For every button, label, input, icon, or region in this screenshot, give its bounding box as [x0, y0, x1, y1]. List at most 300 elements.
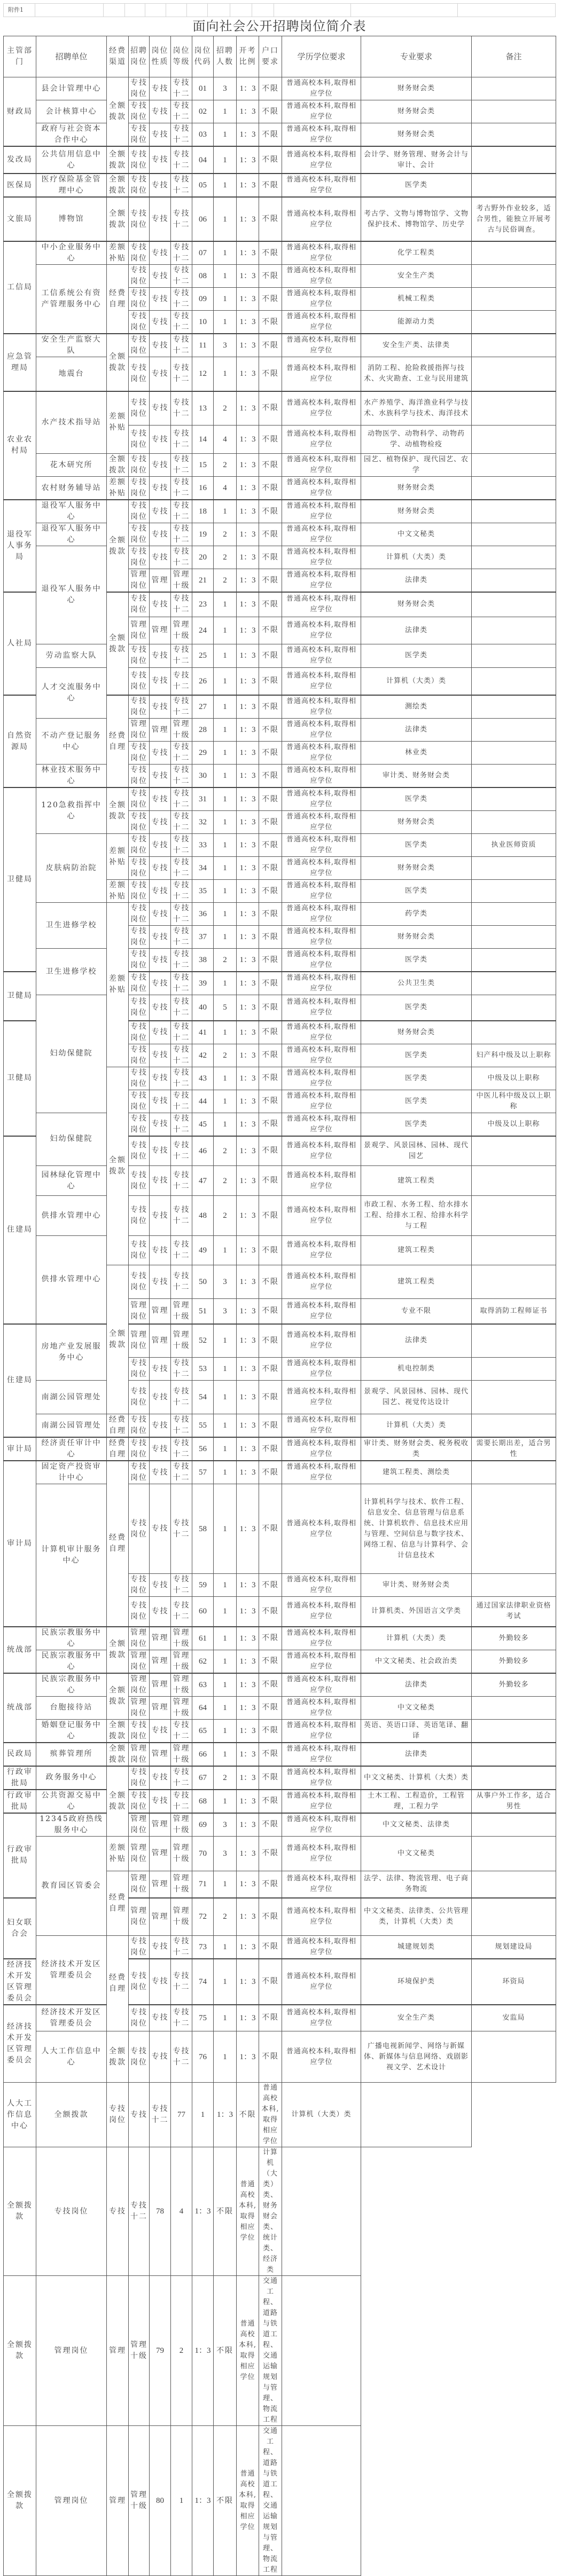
header-nature: 岗位性质 — [150, 36, 171, 77]
major-cell: 财务财会类 — [361, 1021, 472, 1044]
nature-cell: 专技 — [150, 265, 171, 288]
edu-cell: 普通高校本科,取得相应学位 — [282, 100, 361, 123]
post-cell: 专技岗位 — [129, 288, 150, 311]
count-cell: 2 — [214, 1136, 237, 1166]
funding-cell: 差额补贴 — [107, 477, 129, 500]
hukou-cell: 不限 — [259, 857, 282, 880]
major-cell: 审计类、财务财会类 — [361, 1574, 472, 1597]
code-cell: 65 — [192, 1719, 214, 1743]
ratio-cell: 1：3 — [237, 334, 259, 357]
count-cell: 1 — [214, 644, 237, 667]
hukou-cell: 不限 — [259, 1959, 282, 2005]
nature-cell: 专技 — [150, 1021, 171, 1044]
funding-cell: 全额拨款 — [107, 1743, 129, 1766]
remark-cell — [472, 477, 556, 500]
funding-cell: 经费自理 — [107, 1935, 129, 2031]
post-cell: 专技岗位 — [129, 500, 150, 523]
remark-cell — [472, 123, 556, 147]
code-cell: 63 — [192, 1673, 214, 1697]
ratio-cell: 1：3 — [237, 1719, 259, 1743]
ratio-cell: 1：3 — [237, 500, 259, 523]
grade-cell: 管理十级 — [171, 1871, 192, 1898]
post-cell: 管理岗位 — [129, 1813, 150, 1837]
major-cell: 机电控制类 — [361, 1358, 472, 1381]
code-cell: 51 — [192, 1299, 214, 1324]
hukou-cell: 不限 — [259, 241, 282, 265]
edu-cell: 普通高校本科,取得相应学位 — [282, 1627, 361, 1650]
post-cell: 专技岗位 — [129, 1136, 150, 1166]
funding-cell: 全额拨款 — [107, 1627, 129, 1673]
empty-cell — [350, 4, 457, 17]
nature-cell: 管理 — [150, 1627, 171, 1650]
grade-cell: 专技十二 — [171, 1461, 192, 1484]
unit-cell: 博物馆 — [36, 197, 107, 241]
hukou-cell: 不限 — [259, 1021, 282, 1044]
post-cell: 专技岗位 — [129, 123, 150, 147]
edu-cell: 普通高校本科,取得相应学位 — [282, 972, 361, 995]
code-cell: 02 — [192, 100, 214, 123]
dept-cell: 文旅局 — [4, 197, 36, 241]
empty-cell — [35, 4, 103, 17]
hukou-cell: 不限 — [259, 617, 282, 644]
post-cell: 专技岗位 — [129, 357, 150, 391]
grade-cell: 专技十二 — [171, 787, 192, 811]
dept-cell: 发改局 — [4, 146, 36, 174]
count-cell: 1 — [171, 2426, 192, 2576]
hukou-cell: 不限 — [214, 2426, 237, 2576]
major-cell: 计算机（大类）类 — [361, 546, 472, 569]
major-cell: 林业类 — [361, 742, 472, 765]
nature-cell: 管理 — [150, 1650, 171, 1673]
count-cell: 1 — [214, 811, 237, 834]
ratio-cell: 1：3 — [237, 1673, 259, 1697]
count-cell: 1 — [214, 1673, 237, 1697]
edu-cell: 普通高校本科,取得相应学位 — [282, 1044, 361, 1067]
post-cell: 专技岗位 — [129, 77, 150, 100]
post-cell: 专技岗位 — [129, 995, 150, 1021]
hukou-cell: 不限 — [259, 2005, 282, 2031]
table-row — [4, 146, 556, 174]
major-cell: 建筑工程类 — [361, 1166, 472, 1196]
ratio-cell: 1：3 — [237, 477, 259, 500]
major-cell: 计算机（大类）类 — [361, 1414, 472, 1438]
code-cell: 77 — [171, 2083, 192, 2147]
hukou-cell: 不限 — [259, 695, 282, 719]
grade-cell: 专技十二 — [171, 880, 192, 903]
unit-cell: 县会计管理中心 — [36, 77, 107, 100]
nature-cell: 专技 — [150, 995, 171, 1021]
nature-cell: 管理 — [150, 1743, 171, 1766]
unit-cell: 经济技术开发区管理委员会 — [36, 1935, 107, 2005]
hukou-cell: 不限 — [259, 995, 282, 1021]
edu-cell: 普通高校本科,取得相应学位 — [282, 1358, 361, 1381]
edu-cell: 普通高校本科,取得相应学位 — [282, 1766, 361, 1790]
count-cell: 2 — [214, 1044, 237, 1067]
hukou-cell: 不限 — [259, 1836, 282, 1871]
edu-cell: 普通高校本科,取得相应学位 — [282, 1324, 361, 1358]
ratio-cell: 1：3 — [192, 2276, 214, 2426]
grade-cell: 管理十级 — [171, 1673, 192, 1697]
table-row — [4, 1196, 556, 1236]
empty-cell — [103, 4, 124, 17]
post-cell: 管理岗位 — [129, 1696, 150, 1719]
ratio-cell: 1：3 — [237, 174, 259, 197]
hukou-cell: 不限 — [259, 123, 282, 147]
dept-cell: 审计局 — [4, 1461, 36, 1627]
grade-cell: 专技十二 — [171, 972, 192, 995]
ratio-cell: 1：3 — [237, 197, 259, 241]
major-cell: 财务财会类 — [361, 77, 472, 100]
remark-cell — [472, 857, 556, 880]
edu-cell: 普通高校本科,取得相应学位 — [282, 1299, 361, 1324]
major-cell: 建筑工程类、测绘类 — [361, 1461, 472, 1484]
nature-cell: 专技 — [150, 765, 171, 788]
nature-cell: 管理 — [107, 2426, 129, 2576]
table-row — [4, 1935, 556, 1959]
nature-cell: 管理 — [107, 2276, 129, 2426]
major-cell: 财务财会类 — [361, 100, 472, 123]
code-cell: 26 — [192, 667, 214, 695]
nature-cell: 专技 — [150, 1136, 171, 1166]
major-cell: 法律类 — [361, 1324, 472, 1358]
code-cell: 76 — [192, 2031, 214, 2083]
grade-cell: 专技十二 — [171, 2031, 192, 2083]
table-row — [4, 2147, 556, 2276]
post-cell: 专技岗位 — [129, 454, 150, 477]
code-cell: 42 — [192, 1044, 214, 1067]
remark-cell — [472, 1196, 556, 1236]
remark-cell — [472, 146, 556, 174]
table-row — [4, 834, 556, 857]
count-cell: 2 — [214, 569, 237, 593]
major-cell: 计算机（大类）类 — [282, 2083, 361, 2147]
hukou-cell: 不限 — [259, 1597, 282, 1627]
edu-cell: 普通高校本科,取得相应学位 — [282, 523, 361, 546]
count-cell: 2 — [214, 454, 237, 477]
post-cell: 专技岗位 — [129, 1021, 150, 1044]
edu-cell: 普通高校本科,取得相应学位 — [237, 2147, 259, 2276]
major-cell: 中文文秘类、法律类、公共管理类，计算机（大类）类 — [361, 1898, 472, 1935]
count-cell: 1 — [214, 100, 237, 123]
funding-cell: 经费自理 — [107, 695, 129, 787]
ratio-cell: 1：3 — [237, 569, 259, 593]
major-cell: 药学类 — [361, 903, 472, 926]
ratio-cell: 1：3 — [237, 834, 259, 857]
post-cell: 专技岗位 — [129, 949, 150, 972]
code-cell: 25 — [192, 644, 214, 667]
major-cell: 财务财会类 — [361, 926, 472, 949]
unit-cell: 人大工作信息中心 — [36, 2031, 107, 2083]
post-cell: 管理岗位 — [129, 617, 150, 644]
post-cell: 专技岗位 — [129, 1597, 150, 1627]
count-cell: 1 — [214, 1324, 237, 1358]
grade-cell: 专技十二 — [171, 123, 192, 147]
table-row — [4, 334, 556, 357]
major-cell: 计算机（大类）类 — [361, 667, 472, 695]
grade-cell: 专技十二 — [171, 1574, 192, 1597]
hukou-cell: 不限 — [259, 1673, 282, 1697]
remark-cell: 安监局 — [472, 2005, 556, 2031]
grade-cell: 专技十二 — [171, 995, 192, 1021]
ratio-cell: 1：3 — [237, 1414, 259, 1438]
code-cell: 54 — [192, 1381, 214, 1414]
edu-cell: 普通高校本科,取得相应学位 — [282, 477, 361, 500]
unit-cell: 教育园区管委会 — [36, 1836, 107, 1935]
unit-cell: 房地产业发展服务中心 — [36, 1324, 107, 1381]
grade-cell: 专技十二 — [171, 146, 192, 174]
edu-cell: 普通高校本科,取得相应学位 — [282, 1836, 361, 1871]
hukou-cell: 不限 — [259, 1414, 282, 1438]
grade-cell: 专技十二 — [171, 1766, 192, 1790]
code-cell: 52 — [192, 1324, 214, 1358]
table-row — [4, 2426, 556, 2576]
table-row — [4, 1836, 556, 1871]
table-row — [4, 1236, 556, 1265]
grade-cell: 专技十二 — [171, 949, 192, 972]
post-cell: 专技岗位 — [129, 241, 150, 265]
remark-cell: 妇产科中级及以上职称 — [472, 1044, 556, 1067]
edu-cell: 普通高校本科,取得相应学位 — [282, 1437, 361, 1461]
nature-cell: 专技 — [150, 1437, 171, 1461]
remark-cell — [282, 2147, 361, 2276]
code-cell: 06 — [192, 197, 214, 241]
ratio-cell: 1：3 — [237, 787, 259, 811]
edu-cell: 普通高校本科,取得相应学位 — [259, 2083, 282, 2147]
grade-cell: 专技十二 — [171, 1113, 192, 1136]
major-cell: 交通工程、道路与铁道工程、交通运输规划与管理、物流工程 — [259, 2276, 282, 2426]
major-cell: 专业不限 — [361, 1299, 472, 1324]
remark-cell: 规划建设局 — [472, 1935, 556, 1959]
nature-cell: 专技 — [150, 1236, 171, 1265]
nature-cell: 专技 — [150, 787, 171, 811]
nature-cell: 专技 — [150, 903, 171, 926]
edu-cell: 普通高校本科,取得相应学位 — [282, 1790, 361, 1813]
major-cell: 测绘类 — [361, 695, 472, 719]
remark-cell — [472, 100, 556, 123]
funding-cell: 全额拨款 — [107, 77, 129, 147]
edu-cell: 普通高校本科,取得相应学位 — [282, 834, 361, 857]
count-cell: 1 — [214, 1597, 237, 1627]
table-row — [4, 1790, 556, 1813]
table-row — [4, 265, 556, 288]
ratio-cell: 1：3 — [237, 1265, 259, 1299]
hukou-cell: 不限 — [259, 1574, 282, 1597]
count-cell: 1 — [214, 1021, 237, 1044]
table-row — [4, 667, 556, 695]
count-cell: 2 — [214, 1166, 237, 1196]
header-post: 招聘岗位 — [129, 36, 150, 77]
edu-cell: 普通高校本科,取得相应学位 — [282, 1650, 361, 1673]
major-cell: 城建规划类 — [361, 1935, 472, 1959]
count-cell: 1 — [214, 357, 237, 391]
hukou-cell: 不限 — [259, 1719, 282, 1743]
ratio-cell: 1：3 — [237, 1484, 259, 1574]
ratio-cell: 1：3 — [237, 1597, 259, 1627]
hukou-cell: 不限 — [259, 1236, 282, 1265]
post-cell: 专技岗位 — [107, 2083, 129, 2147]
funding-cell: 全额拨款 — [4, 2147, 36, 2276]
count-cell: 1 — [214, 123, 237, 147]
unit-cell: 南湖公园管理处 — [36, 1381, 107, 1414]
grade-cell: 专技十二 — [171, 1597, 192, 1627]
table-row — [4, 77, 556, 100]
ratio-cell: 1：3 — [237, 1627, 259, 1650]
remark-cell — [472, 667, 556, 695]
code-cell: 34 — [192, 857, 214, 880]
nature-cell: 管理 — [150, 1324, 171, 1358]
count-cell: 1 — [214, 742, 237, 765]
dept-cell: 行政审批局 — [4, 1766, 36, 1790]
count-cell: 1 — [214, 765, 237, 788]
post-cell: 专技岗位 — [129, 1719, 150, 1743]
major-cell: 中文文秘类 — [361, 1836, 472, 1871]
post-cell: 专技岗位 — [129, 857, 150, 880]
remark-cell — [472, 77, 556, 100]
nature-cell: 专技 — [150, 1113, 171, 1136]
edu-cell: 普通高校本科,取得相应学位 — [282, 1067, 361, 1090]
remark-cell — [472, 1021, 556, 1044]
post-cell: 管理岗位 — [129, 1871, 150, 1898]
remark-cell — [472, 592, 556, 617]
post-cell: 专技岗位 — [129, 311, 150, 334]
edu-cell: 普通高校本科,取得相应学位 — [282, 719, 361, 742]
code-cell: 07 — [192, 241, 214, 265]
empty-cell — [124, 4, 145, 17]
grade-cell: 专技十二 — [171, 1067, 192, 1090]
remark-cell — [472, 1136, 556, 1166]
nature-cell: 专技 — [150, 1461, 171, 1484]
nature-cell: 专技 — [150, 1790, 171, 1813]
hukou-cell: 不限 — [259, 426, 282, 454]
unit-cell: 不动产登记服务中心 — [36, 719, 107, 765]
dept-cell: 医保局 — [4, 174, 36, 197]
unit-cell: 政务服务中心 — [36, 1766, 107, 1790]
code-cell: 75 — [192, 2005, 214, 2031]
ratio-cell: 1：3 — [237, 357, 259, 391]
header-code: 岗位代码 — [192, 36, 214, 77]
code-cell: 10 — [192, 311, 214, 334]
dept-cell: 工信局 — [4, 241, 36, 334]
edu-cell: 普通高校本科,取得相应学位 — [282, 1743, 361, 1766]
major-cell: 中文文秘类 — [361, 523, 472, 546]
edu-cell: 普通高校本科,取得相应学位 — [282, 311, 361, 334]
code-cell: 46 — [192, 1136, 214, 1166]
table-row — [4, 765, 556, 788]
post-cell: 管理岗位 — [129, 1627, 150, 1650]
ratio-cell: 1：3 — [237, 100, 259, 123]
major-cell: 医学类 — [361, 1067, 472, 1090]
hukou-cell: 不限 — [259, 1898, 282, 1935]
edu-cell: 普通高校本科,取得相应学位 — [282, 1898, 361, 1935]
count-cell: 1 — [214, 1871, 237, 1898]
post-cell: 专技岗位 — [129, 1959, 150, 2005]
major-cell: 医学类 — [361, 644, 472, 667]
remark-cell — [472, 454, 556, 477]
ratio-cell: 1：3 — [237, 1790, 259, 1813]
funding-cell: 差额补贴 — [107, 391, 129, 454]
count-cell: 1 — [214, 1574, 237, 1597]
table-row — [4, 454, 556, 477]
dept-cell: 卫健局 — [4, 972, 36, 1021]
nature-cell: 专技 — [150, 1265, 171, 1299]
nature-cell: 管理 — [150, 1813, 171, 1837]
ratio-cell: 1：3 — [237, 288, 259, 311]
unit-cell: 南湖公园管理处 — [36, 1414, 107, 1438]
code-cell: 72 — [192, 1898, 214, 1935]
table-row — [4, 903, 556, 926]
funding-cell: 全额拨款 — [107, 1766, 129, 1837]
edu-cell: 普通高校本科,取得相应学位 — [282, 197, 361, 241]
grade-cell: 专技十二 — [171, 311, 192, 334]
nature-cell: 专技 — [150, 1766, 171, 1790]
unit-cell: 经济责任审计中心 — [36, 1437, 107, 1461]
unit-cell: 公共资源交易中心 — [36, 1790, 107, 1813]
remark-cell: 执业医师资质 — [472, 834, 556, 857]
nature-cell: 专技 — [150, 241, 171, 265]
empty-cell — [274, 4, 350, 17]
remark-cell: 需要长期出差，适合男性 — [472, 1437, 556, 1461]
hukou-cell: 不限 — [259, 811, 282, 834]
post-cell: 专技岗位 — [129, 546, 150, 569]
count-cell: 3 — [214, 1836, 237, 1871]
post-cell: 专技岗位 — [129, 811, 150, 834]
nature-cell: 专技 — [150, 857, 171, 880]
hukou-cell: 不限 — [259, 903, 282, 926]
nature-cell: 管理 — [150, 1871, 171, 1898]
ratio-cell: 1：3 — [237, 77, 259, 100]
major-cell: 能源动力类 — [361, 311, 472, 334]
table-row — [4, 477, 556, 500]
post-cell: 管理岗位 — [129, 1673, 150, 1697]
count-cell: 1 — [214, 857, 237, 880]
grade-cell: 管理十级 — [171, 1627, 192, 1650]
dept-cell: 统战部 — [4, 1627, 36, 1673]
grade-cell: 专技十二 — [171, 1136, 192, 1166]
count-cell: 1 — [214, 695, 237, 719]
code-cell: 66 — [192, 1743, 214, 1766]
table-row — [4, 1414, 556, 1438]
unit-cell: 固定资产投资审计中心 — [36, 1461, 107, 1484]
table-row — [4, 1324, 556, 1358]
code-cell: 13 — [192, 391, 214, 426]
hukou-cell: 不限 — [259, 1813, 282, 1837]
post-cell: 专技岗位 — [129, 146, 150, 174]
funding-cell: 全额拨款 — [36, 2083, 107, 2147]
grade-cell: 专技十二 — [171, 523, 192, 546]
funding-cell: 全额拨款 — [107, 2031, 129, 2083]
count-cell: 1 — [214, 1381, 237, 1414]
unit-cell: 退役军人服务中心 — [36, 546, 107, 644]
grade-cell: 专技十二 — [171, 334, 192, 357]
remark-cell — [472, 500, 556, 523]
post-cell: 专技岗位 — [129, 265, 150, 288]
hukou-cell: 不限 — [259, 334, 282, 357]
code-cell: 23 — [192, 592, 214, 617]
table-row — [4, 123, 556, 147]
edu-cell: 普通高校本科,取得相应学位 — [282, 2005, 361, 2031]
major-cell: 计算机类、外国语言文学类 — [361, 1597, 472, 1627]
nature-cell: 专技 — [150, 1044, 171, 1067]
edu-cell: 普通高校本科,取得相应学位 — [237, 2276, 259, 2426]
edu-cell: 普通高校本科,取得相应学位 — [282, 500, 361, 523]
hukou-cell: 不限 — [259, 742, 282, 765]
code-cell: 70 — [192, 1836, 214, 1871]
major-cell: 中文文秘类、计算机（大类）类 — [361, 1766, 472, 1790]
code-cell: 69 — [192, 1813, 214, 1837]
grade-cell: 专技十二 — [171, 834, 192, 857]
unit-cell: 台胞接待站 — [36, 1696, 107, 1719]
grade-cell: 专技十二 — [171, 1196, 192, 1236]
